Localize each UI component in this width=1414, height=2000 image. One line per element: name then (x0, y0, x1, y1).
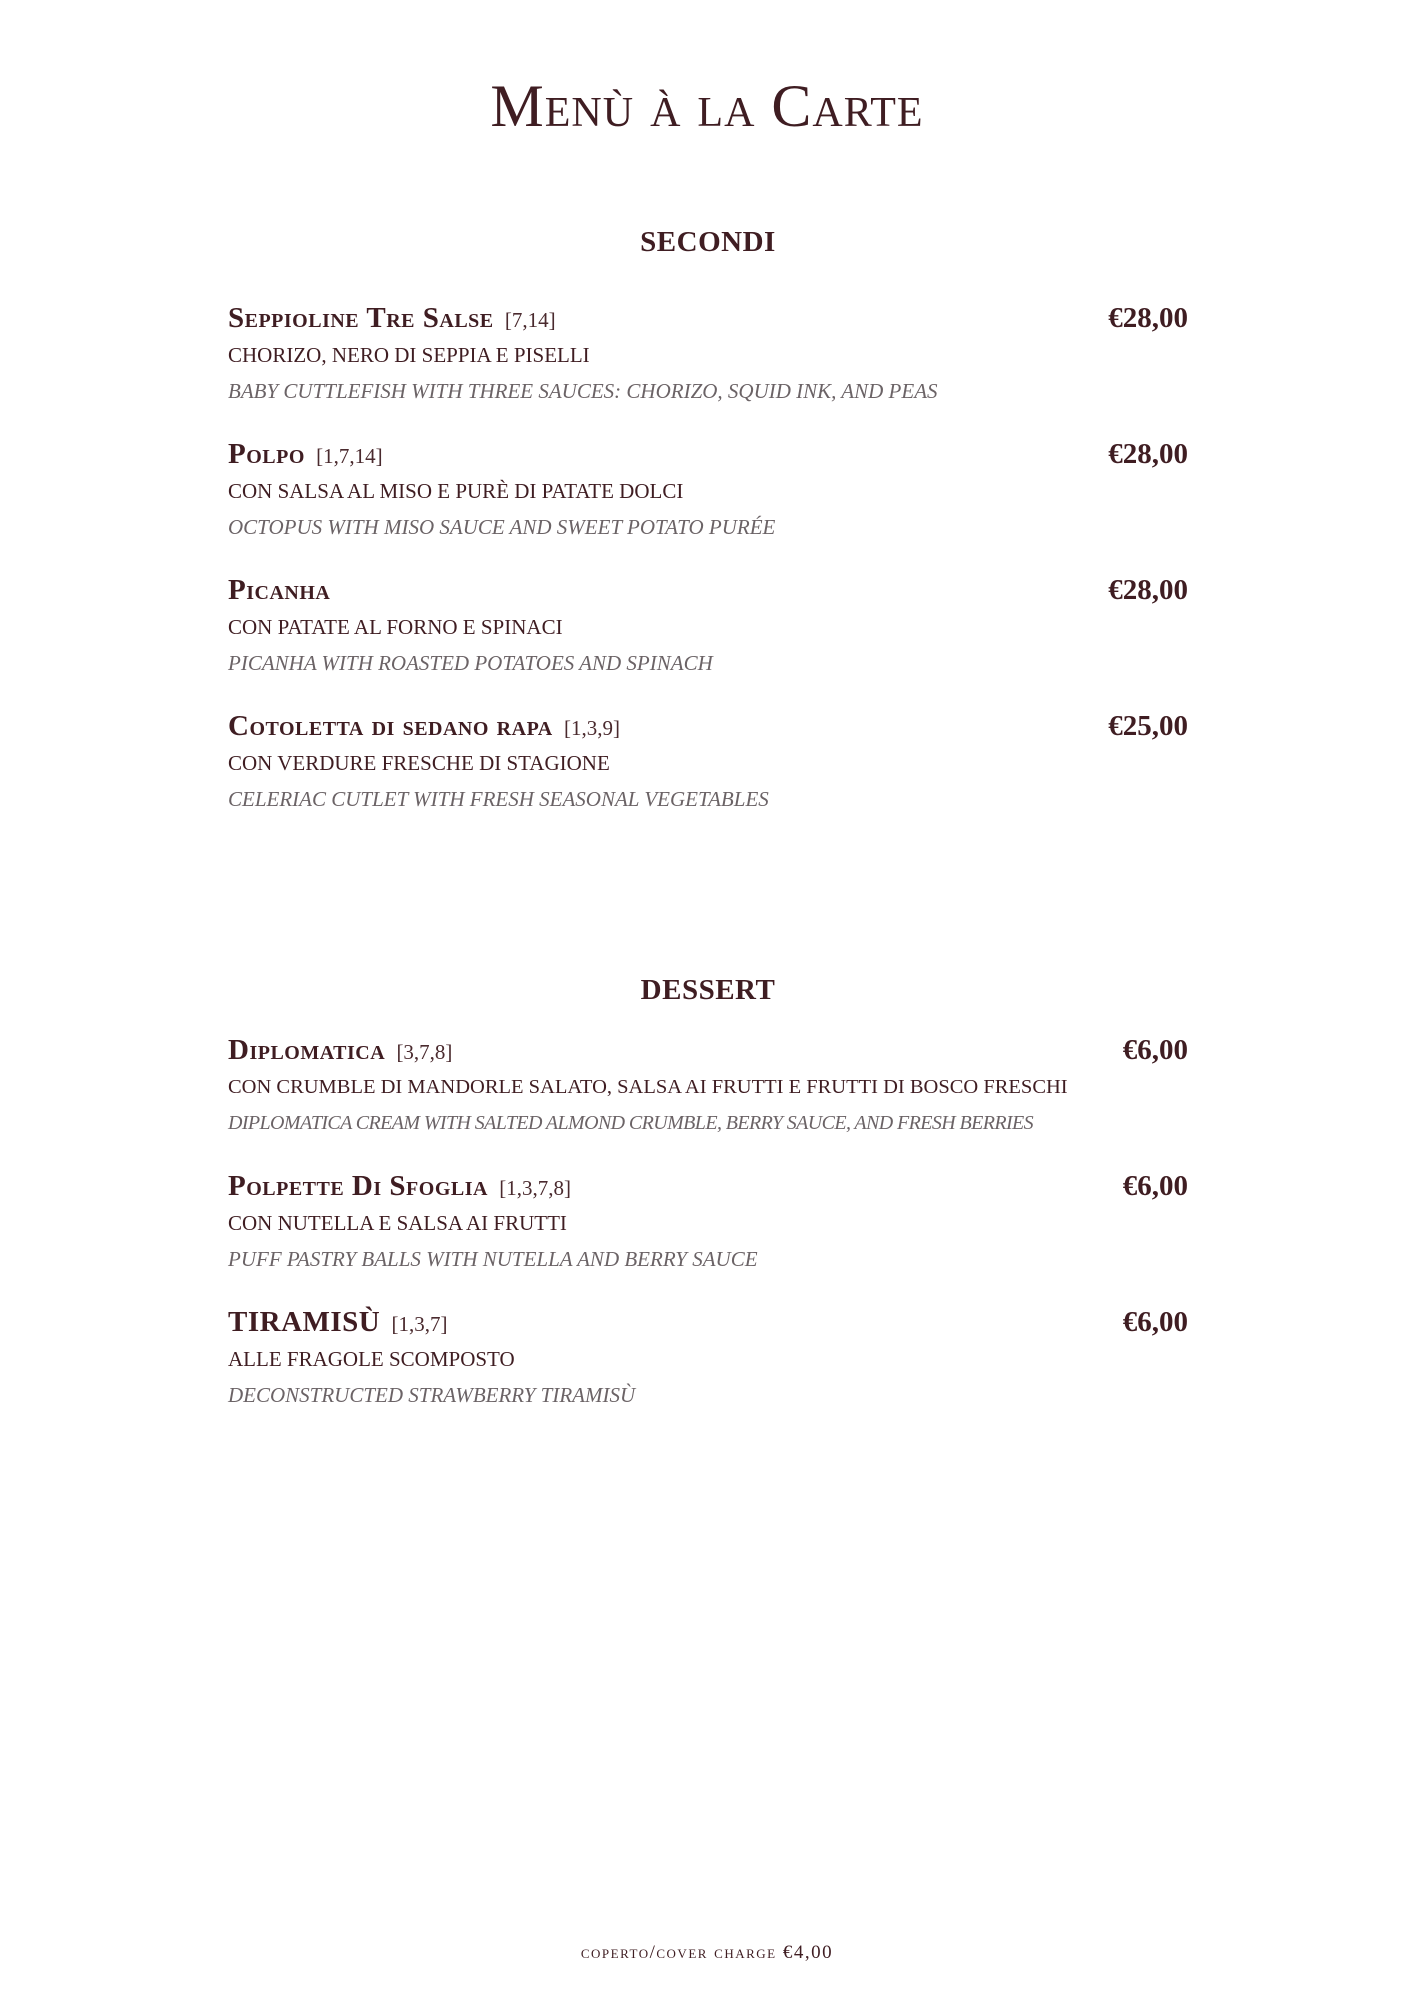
item-allergens: [3,7,8] (396, 1040, 453, 1064)
item-price: €6,00 (1122, 1034, 1188, 1066)
menu-item (228, 436, 1188, 572)
item-title-line (228, 1032, 452, 1070)
section-dessert (228, 974, 1188, 1007)
page-title: Menù à la Carte (490, 73, 924, 139)
item-price: €28,00 (1108, 574, 1188, 606)
item-description-it: CHORIZO, NERO DI SEPPIA E PISELLI (228, 343, 590, 367)
item-description-en: CELERIAC CUTLET WITH FRESH SEASONAL VEGETABLES (228, 787, 769, 811)
item-title-line (228, 436, 383, 474)
item-description-en: PICANHA WITH ROASTED POTATOES AND SPINACH (228, 651, 713, 675)
menu-item (228, 572, 1188, 708)
item-description-en: OCTOPUS WITH MISO SAUCE AND SWEET POTATO PURÉE (228, 515, 776, 539)
item-title-line (228, 300, 556, 338)
item-description-it: CON SALSA AL MISO E PURÈ DI PATATE DOLCI (228, 479, 684, 503)
section-heading: SECONDI (640, 226, 776, 258)
item-title-line (228, 572, 334, 610)
item-allergens: [1,3,7] (391, 1312, 448, 1336)
item-allergens: [7,14] (504, 308, 556, 332)
item-name: Polpo (228, 438, 305, 470)
cover-charge-note: coperto/cover charge €4,00 (580, 1942, 834, 1963)
section-secondi (228, 226, 1188, 259)
item-description-it: CON PATATE AL FORNO E SPINACI (228, 615, 563, 639)
item-title-line (228, 1304, 448, 1342)
menu-list-dessert (228, 1032, 1188, 1440)
menu-item (228, 300, 1188, 436)
item-allergens: [1,7,14] (316, 444, 383, 468)
item-title-line (228, 1168, 571, 1206)
item-name: Picanha (228, 574, 331, 606)
item-description-en: DIPLOMATICA CREAM WITH SALTED ALMOND CRUMBLE, BERRY SAUCE, AND FRESH BERRIES (228, 1112, 1034, 1134)
menu-item (228, 708, 1188, 844)
item-description-it: ALLE FRAGOLE SCOMPOSTO (228, 1347, 515, 1371)
item-name: Polpette Di Sfoglia (228, 1170, 488, 1202)
item-description-en: PUFF PASTRY BALLS WITH NUTELLA AND BERRY SAUCE (228, 1247, 758, 1271)
item-price: €28,00 (1108, 438, 1188, 470)
item-allergens: [1,3,9] (564, 716, 620, 740)
item-price: €28,00 (1108, 302, 1188, 334)
item-description-en: DECONSTRUCTED STRAWBERRY TIRAMISÙ (228, 1383, 636, 1407)
item-name: Seppioline Tre Salse (228, 302, 494, 334)
item-price: €6,00 (1122, 1170, 1188, 1202)
item-name: TIRAMISÙ (228, 1306, 381, 1338)
menu-item (228, 1032, 1188, 1168)
item-name: Cotoletta di sedano rapa (228, 710, 553, 742)
item-description-it: CON NUTELLA E SALSA AI FRUTTI (228, 1211, 567, 1235)
item-allergens: [1,3,7,8] (499, 1176, 571, 1200)
menu-list-secondi (228, 300, 1188, 844)
item-name: Diplomatica (228, 1034, 386, 1066)
item-title-line (228, 708, 620, 746)
menu-item (228, 1304, 1188, 1440)
item-description-en: BABY CUTTLEFISH WITH THREE SAUCES: CHORIZO, SQUID INK, AND PEAS (228, 379, 938, 403)
item-price: €25,00 (1108, 710, 1188, 742)
item-description-it: CON CRUMBLE DI MANDORLE SALATO, SALSA AI FRUTTI E FRUTTI DI BOSCO FRESCHI (228, 1076, 1068, 1098)
section-heading: DESSERT (640, 974, 776, 1006)
item-description-it: CON VERDURE FRESCHE DI STAGIONE (228, 751, 610, 775)
menu-item (228, 1168, 1188, 1304)
item-price: €6,00 (1122, 1306, 1188, 1338)
